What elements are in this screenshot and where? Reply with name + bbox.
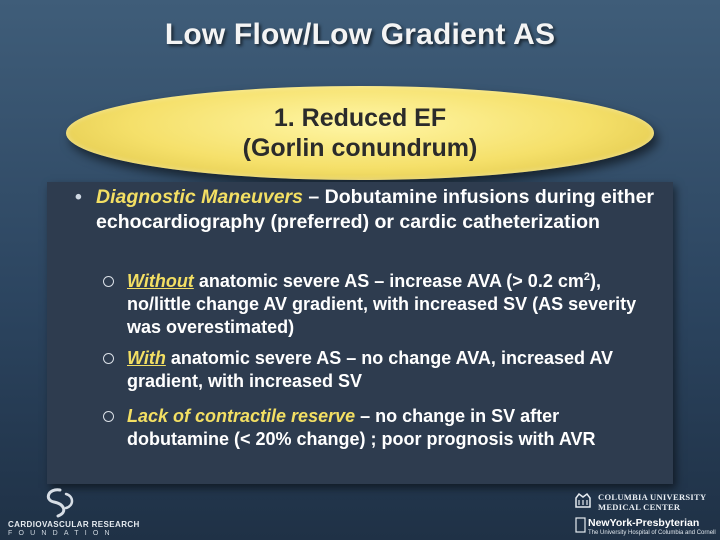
main-bullet: [75, 185, 655, 235]
sub-bullet-text-cont: ), no/little change AV gradient, with increased SV (AS severity was overestimated): [127, 271, 637, 337]
sub-bullet-lack: [103, 405, 663, 451]
bullet-dot-icon: •: [75, 186, 82, 208]
columbia-line-1: COLUMBIA UNIVERSITY: [598, 492, 707, 502]
ring-bullet-icon: [103, 276, 114, 287]
banner-line-1: 1. Reduced EF: [273, 104, 447, 132]
sub-bullet-lead: Lack of contractile reserve: [127, 406, 356, 426]
sub-bullet-lead: Without: [127, 271, 194, 291]
sub-bullet-without: [103, 270, 663, 339]
sub-bullet-text: anatomic severe AS – no change AVA, increased AV gradient, with increased SV: [127, 348, 613, 391]
ring-bullet-icon: [103, 411, 114, 422]
nyp-title: NewYork-Presbyterian: [588, 517, 700, 529]
banner-line-2: (Gorlin conundrum): [242, 134, 478, 162]
columbia-line-2: MEDICAL CENTER: [598, 502, 681, 512]
crf-foundation: FOUNDATION: [8, 530, 116, 537]
sub-bullet-text: anatomic severe AS – increase AVA (> 0.2 cm: [193, 271, 584, 291]
ring-bullet-icon: [103, 353, 114, 364]
slide-title: Low Flow/Low Gradient AS: [164, 18, 556, 51]
nyp-subtitle: The University Hospital of Columbia and Cornell: [588, 530, 716, 536]
sub-bullet-with: [103, 347, 663, 393]
columbia-crown-icon: [574, 491, 592, 511]
columbia-name: [598, 492, 706, 512]
main-bullet-lead: Diagnostic Maneuvers: [96, 186, 303, 208]
sub-bullet-text: – no change in SV after dobutamine (< 20% change) ; poor prognosis with AVR: [127, 406, 596, 449]
superscript: 2: [583, 271, 590, 283]
crf-name: CARDIOVASCULAR RESEARCH: [8, 520, 140, 529]
banner-ellipse: [66, 86, 654, 180]
sub-bullet-lead: With: [127, 348, 166, 368]
main-bullet-text: – Dobutamine infusions during either echocardiography (preferred) or cardic catheterization: [96, 186, 655, 233]
